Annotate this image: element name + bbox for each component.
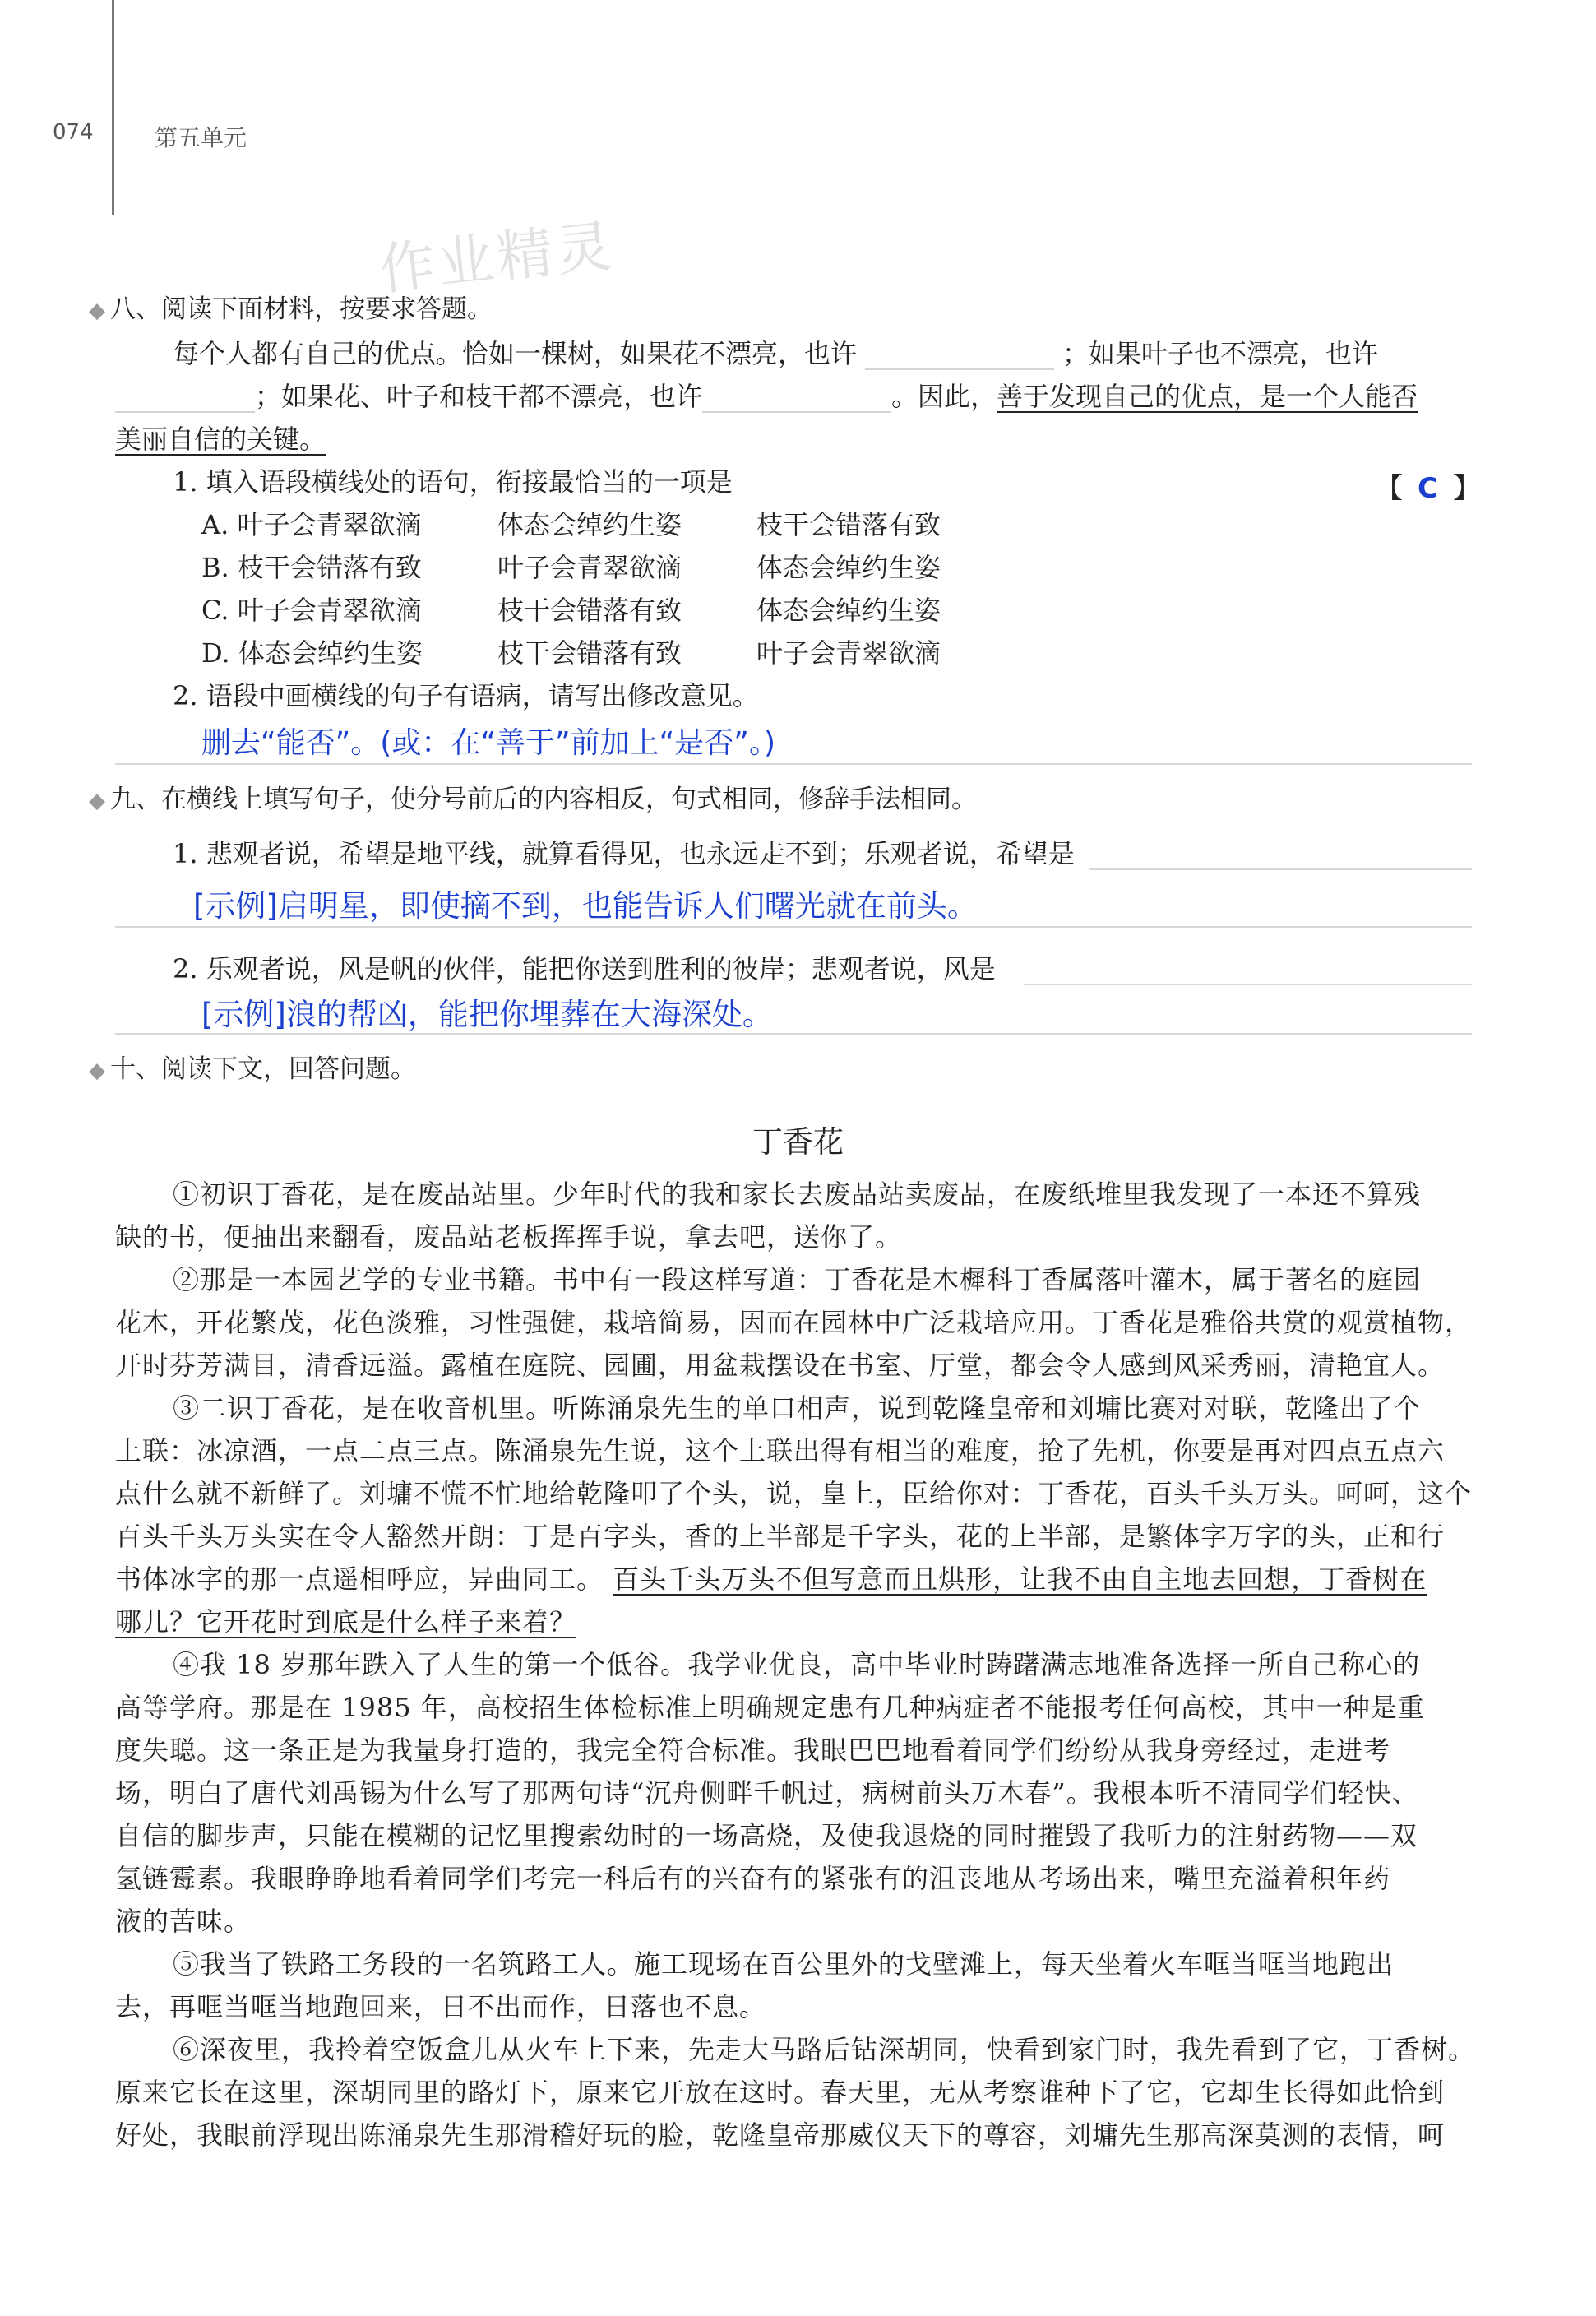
section-9-heading: ◆ 九、在横线上填写句子，使分号前后的内容相反，句式相同，修辞手法相同。 xyxy=(89,785,977,814)
article-line: 液的苦味。 xyxy=(115,1906,252,1937)
page-number: 074 xyxy=(53,120,94,145)
passage-line-3: 美丽自信的关键。 xyxy=(115,424,326,455)
option-c: C. 叶子会青翠欲滴 枝干会错落有致 体态会绰约生姿 xyxy=(201,595,941,626)
article-line: ⑥深夜里，我拎着空饭盒儿从火车上下来，先走大马路后钻深胡同，快看到家门时，我先看到了它，丁香树。 xyxy=(173,2034,1476,2065)
q8-1-stem: 1. 填入语段横线处的语句，衔接最恰当的一项是 xyxy=(173,466,733,498)
answer-line xyxy=(1024,984,1472,985)
article-line: 场，明白了唐代刘禹锡为什么写了那两句诗“沉舟侧畔千帆过，病树前头万木春”。我根本听不清同学们轻快、 xyxy=(115,1777,1419,1809)
passage-line-2: ；如果花、叶子和枝干都不漂亮，也许 。因此，善于发现自己的优点，是一个人能否 xyxy=(115,380,1418,413)
section-10-heading: ◆ 十、阅读下文，回答问题。 xyxy=(89,1054,416,1084)
article-line: 开时芬芳满目，清香远溢。露植在庭院、园圃，用盆栽摆设在书室、厅堂，都会令人感到风采秀丽，清艳宜人。 xyxy=(115,1350,1446,1381)
q9-1-answer: [示例]启明星，即使摘不到，也能告诉人们曙光就在前头。 xyxy=(193,888,978,924)
article-title: 丁香花 xyxy=(752,1124,844,1160)
answer-choice: C xyxy=(1418,472,1438,505)
passage-line-1: 每个人都有自己的优点。恰如一棵树，如果花不漂亮，也许 ；如果叶子也不漂亮，也许 xyxy=(173,338,1379,369)
article-line: 去，再哐当哐当地跑回来，日不出而作，日落也不息。 xyxy=(115,1991,767,2022)
article-line: 哪儿？它开花时到底是什么样子来着？ xyxy=(115,1606,577,1637)
blank-2 xyxy=(115,382,255,413)
article-line: 原来它长在这里，深胡同里的路灯下，原来它开放在这时。春天里，无从考察谁种下了它，它却生长得如此恰到 xyxy=(115,2077,1446,2108)
article-line: 高等学府。那是在 1985 年，高校招生体检标准上明确规定患有几种病症者不能报考任何高校，其中一种是重 xyxy=(115,1692,1425,1723)
answer-line xyxy=(115,926,1472,928)
article-line: 点什么就不新鲜了。刘墉不慌不忙地给乾隆叩了个头，说，皇上，臣给你对：丁香花，百头千头万头。呵呵，这个 xyxy=(115,1478,1473,1509)
watermark: 作业精灵 xyxy=(376,214,618,303)
blank-3 xyxy=(702,382,891,413)
article-line: 缺的书，便抽出来翻看，废品站老板挥挥手说，拿去吧，送你了。 xyxy=(115,1221,903,1253)
option-a: A. 叶子会青翠欲滴 体态会绰约生姿 枝干会错落有致 xyxy=(201,509,941,540)
article-line: ④我 18 岁那年跌入了人生的第一个低谷。我学业优良，高中毕业时踌躇满志地准备选择一所自己称心的 xyxy=(173,1649,1421,1680)
underlined-sentence: 善于发现自己的优点，是一个人能否 xyxy=(997,381,1418,412)
underlined-sentence: 百头千头万头不但写意而且烘形，让我不由自主地去回想，丁香树在 xyxy=(613,1563,1427,1595)
answer-line xyxy=(115,1033,1472,1035)
q9-1-stem: 1. 悲观者说，希望是地平线，就算看得见，也永远走不到；乐观者说，希望是 xyxy=(173,838,1075,869)
blank-1 xyxy=(865,339,1054,370)
q8-2-stem: 2. 语段中画横线的句子有语病，请写出修改意见。 xyxy=(173,680,759,711)
article-line: 上联：冰凉酒，一点二点三点。陈涌泉先生说，这个上联出得有相当的难度，抢了先机，你要是再对四点五点六 xyxy=(115,1435,1446,1466)
article-line: 书体冰字的那一点遥相呼应，异曲同工。 百头千头万头不但写意而且烘形，让我不由自主地去回想，丁香树在 xyxy=(115,1563,1427,1595)
article-line: ②那是一本园艺学的专业书籍。书中有一段这样写道：丁香花是木樨科丁香属落叶灌木，属于著名的庭园 xyxy=(173,1264,1422,1295)
option-b: B. 枝干会错落有致 叶子会青翠欲滴 体态会绰约生姿 xyxy=(201,552,941,583)
article-line: 氢链霉素。我眼睁睁地看着同学们考完一科后有的兴奋有的紧张有的沮丧地从考场出来，嘴里充溢着积年药 xyxy=(115,1863,1391,1894)
article-line: 好处，我眼前浮现出陈涌泉先生那滑稽好玩的脸，乾隆皇帝那威仪天下的尊容，刘墉先生那高深莫测的表情，呵 xyxy=(115,2119,1446,2151)
q9-2-answer: [示例]浪的帮凶，能把你埋葬在大海深处。 xyxy=(201,997,773,1032)
diamond-icon: ◆ xyxy=(89,1058,105,1083)
diamond-icon: ◆ xyxy=(89,299,105,323)
section-8-heading: ◆ 八、阅读下面材料，按要求答题。 xyxy=(89,294,493,324)
article-line: ⑤我当了铁路工务段的一名筑路工人。施工现场在百公里外的戈壁滩上，每天坐着火车哐当哐当地跑出 xyxy=(173,1948,1395,1980)
article-line: 花木，开花繁茂，花色淡雅，习性强健，栽培简易，因而在园林中广泛栽培应用。丁香花是雅俗共赏的观赏植物， xyxy=(115,1307,1473,1338)
article-line: 度失聪。这一条正是为我量身打造的，我完全符合标准。我眼巴巴地看着同学们纷纷从我身旁经过，走进考 xyxy=(115,1735,1391,1766)
answer-bracket: 【 C 】 xyxy=(1375,472,1481,505)
q8-2-answer: 删去“能否”。(或：在“善于”前加上“是否”。) xyxy=(201,726,775,760)
answer-line xyxy=(1089,868,1472,870)
answer-line xyxy=(115,763,1472,765)
article-line: ③二识丁香花，是在收音机里。听陈涌泉先生的单口相声，说到乾隆皇帝和刘墉比赛对对联，乾隆出了个 xyxy=(173,1392,1422,1424)
margin-rule xyxy=(112,0,114,215)
q9-2-stem: 2. 乐观者说，风是帆的伙伴，能把你送到胜利的彼岸；悲观者说，风是 xyxy=(173,953,996,984)
article-line: 自信的脚步声，只能在模糊的记忆里搜索幼时的一场高烧，及使我退烧的同时摧毁了我听力的注射药物——双 xyxy=(115,1820,1418,1851)
diamond-icon: ◆ xyxy=(89,789,105,813)
unit-title: 第五单元 xyxy=(155,124,247,151)
option-d: D. 体态会绰约生姿 枝干会错落有致 叶子会青翠欲滴 xyxy=(201,637,941,669)
article-line: ①初识丁香花，是在废品站里。少年时代的我和家长去废品站卖废品，在废纸堆里我发现了一本还不算残 xyxy=(173,1179,1422,1210)
article-line: 百头千头万头实在令人豁然开朗：丁是百字头，香的上半部是千字头，花的上半部，是繁体字万字的头，正和行 xyxy=(115,1521,1446,1552)
